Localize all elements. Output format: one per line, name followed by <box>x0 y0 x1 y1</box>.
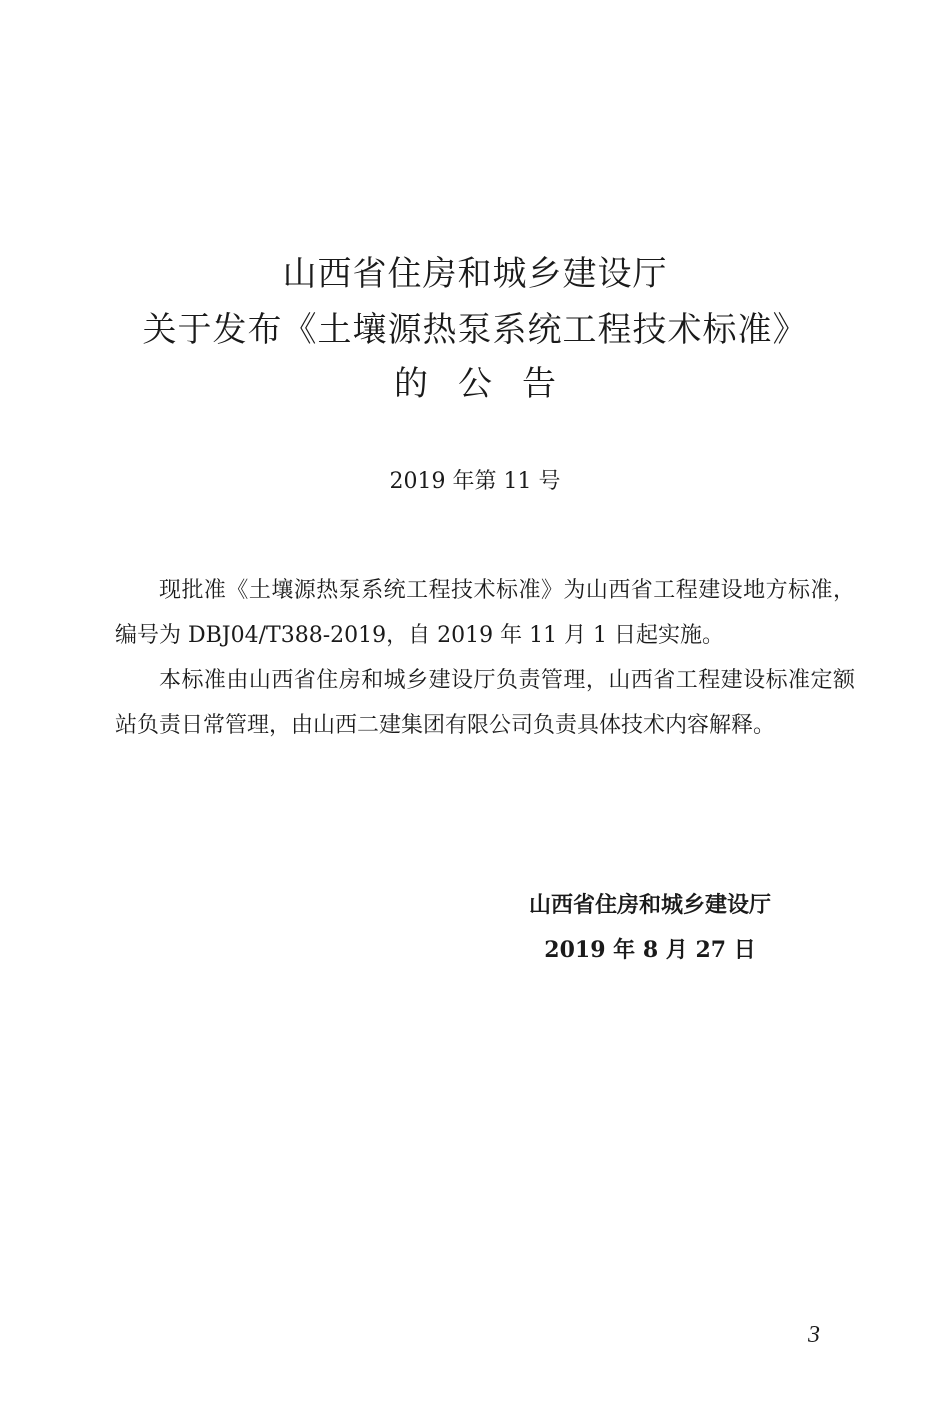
announcement-title-line-1: 山西省住房和城乡建设厅 <box>282 254 668 294</box>
announcement-title-line-3: 的公告 <box>394 364 586 404</box>
document-number: 2019 年第 11 号 <box>389 469 561 494</box>
signature-date: 2019 年 8 月 27 日 <box>544 937 756 963</box>
announcement-title-line-2: 关于发布《土壤源热泵系统工程技术标准》 <box>142 310 808 350</box>
body-paragraph-approval: 现批准《土壤源热泵系统工程技术标准》为山西省工程建设地方标准，编号为 DBJ04/T388-2019，自 2019 年 11 月 1 日起实施。 <box>115 578 855 648</box>
body-paragraph-management: 本标准由山西省住房和城乡建设厅负责管理，山西省工程建设标准定额站负责日常管理，由山西二建集团有限公司负责具体技术内容解释。 <box>115 668 855 738</box>
signature-organization: 山西省住房和城乡建设厅 <box>528 893 771 918</box>
page-number: 3 <box>808 1322 820 1348</box>
